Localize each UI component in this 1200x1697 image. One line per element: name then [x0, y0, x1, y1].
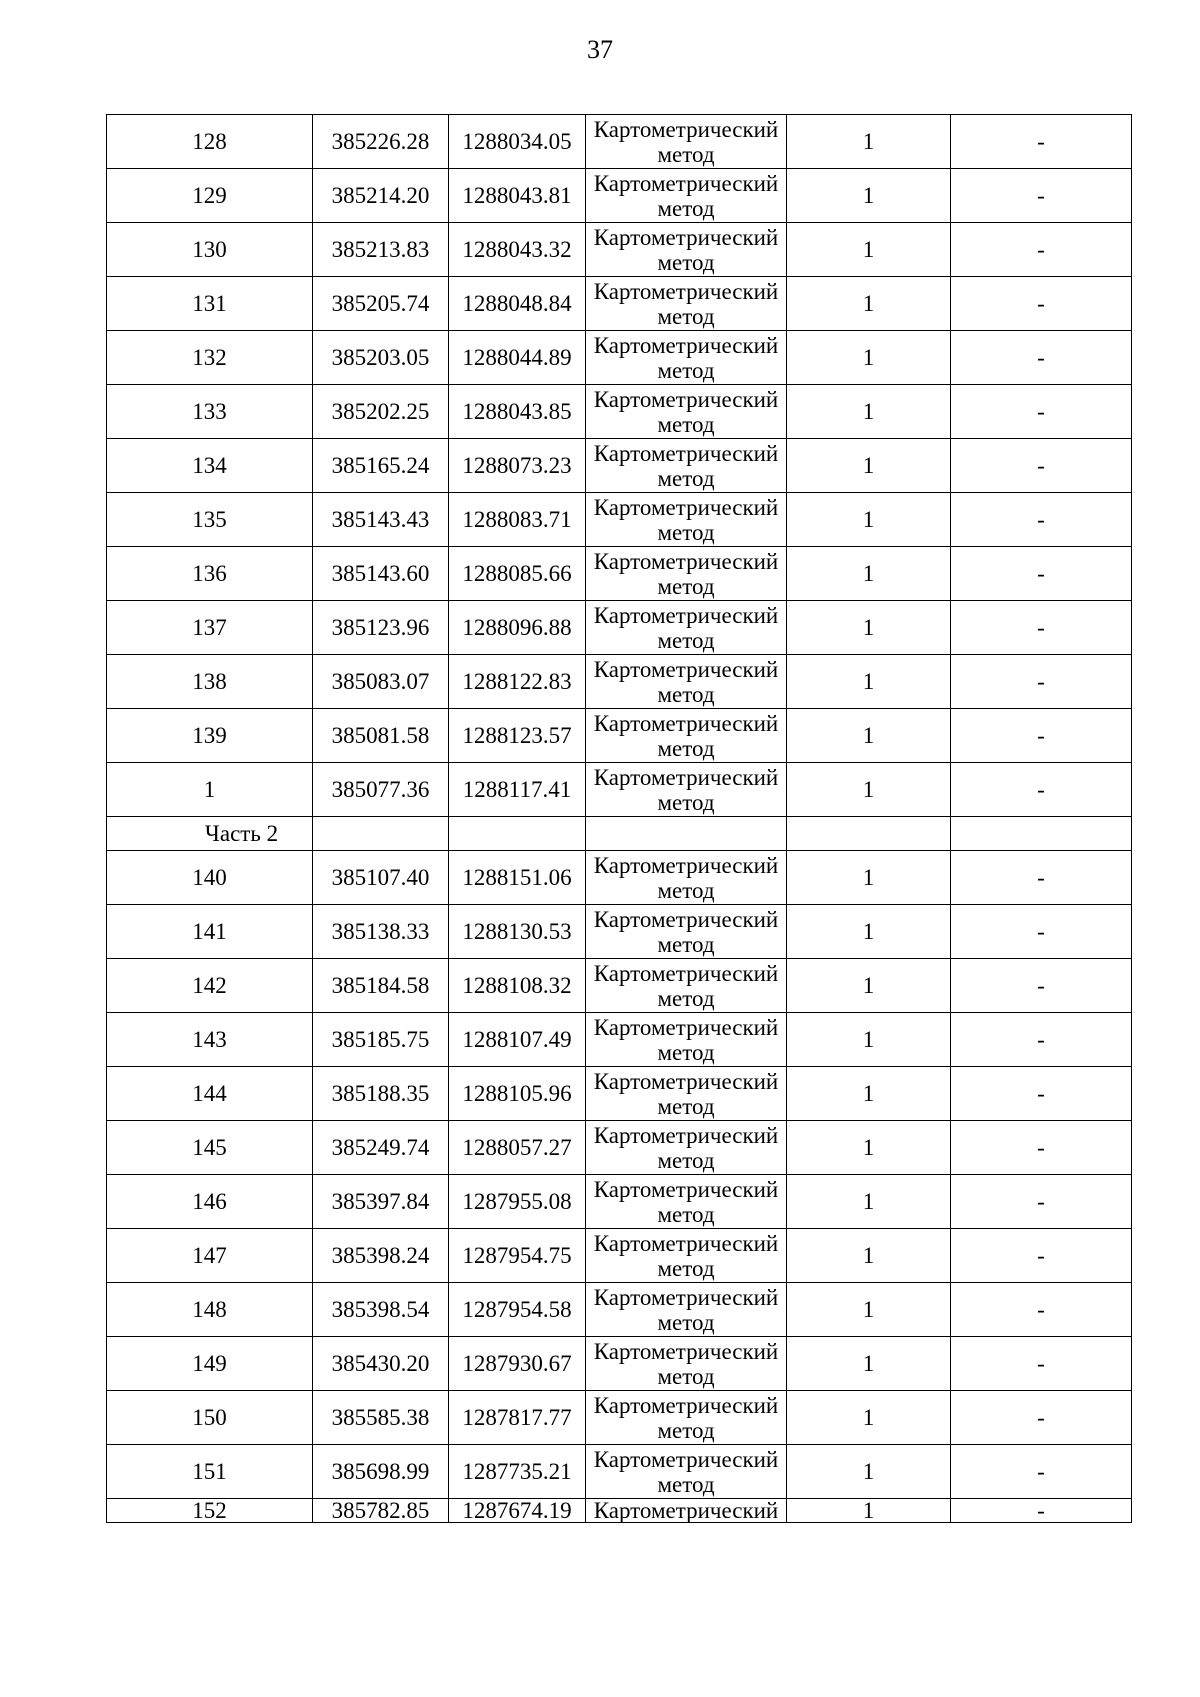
y-coordinate-cell: 1288107.49 — [449, 1013, 586, 1067]
method-cell — [586, 601, 787, 655]
table-row — [107, 115, 1132, 169]
method-line-2: метод — [657, 681, 715, 707]
method-cell — [586, 1445, 787, 1499]
table-row — [107, 709, 1132, 763]
table-row — [107, 763, 1132, 817]
accuracy-cell: 1 — [787, 115, 951, 169]
x-coordinate-cell: 385107.40 — [313, 851, 449, 905]
method-cell — [586, 385, 787, 439]
accuracy-cell: 1 — [787, 1445, 951, 1499]
y-coordinate-cell: 1288057.27 — [449, 1121, 586, 1175]
y-coordinate-cell: 1288123.57 — [449, 709, 586, 763]
method-line-1: Картометрический — [593, 1014, 779, 1040]
method-cell — [586, 763, 787, 817]
point-number-cell: 139 — [107, 709, 313, 763]
point-number-cell: 132 — [107, 331, 313, 385]
method-cell — [586, 169, 787, 223]
method-line-1: Картометрический — [593, 386, 779, 412]
note-cell: - — [951, 493, 1132, 547]
method-cell — [586, 1391, 787, 1445]
note-cell: - — [951, 1391, 1132, 1445]
x-coordinate-cell: 385698.99 — [313, 1445, 449, 1499]
note-cell: - — [951, 655, 1132, 709]
method-line-1: Картометрический — [593, 906, 779, 932]
table-row — [107, 1391, 1132, 1445]
method-cell — [586, 1067, 787, 1121]
method-cell — [586, 655, 787, 709]
table-row — [107, 1229, 1132, 1283]
y-coordinate-cell: 1287817.77 — [449, 1391, 586, 1445]
y-coordinate-cell: 1287735.21 — [449, 1445, 586, 1499]
method-line-1: Картометрический — [593, 1176, 779, 1202]
method-line-1: Картометрический — [593, 1392, 779, 1418]
note-cell: - — [951, 1337, 1132, 1391]
table-row — [107, 905, 1132, 959]
accuracy-cell: 1 — [787, 547, 951, 601]
method-line-2: метод — [657, 1147, 715, 1173]
point-number-cell: 136 — [107, 547, 313, 601]
point-number-cell: 137 — [107, 601, 313, 655]
empty-cell — [787, 817, 951, 851]
point-number-cell: 150 — [107, 1391, 313, 1445]
y-coordinate-cell: 1288085.66 — [449, 547, 586, 601]
table-row — [107, 331, 1132, 385]
accuracy-cell: 1 — [787, 763, 951, 817]
method-line-1: Картометрический — [593, 278, 779, 304]
method-line-2: метод — [657, 411, 715, 437]
method-cell — [586, 851, 787, 905]
x-coordinate-cell: 385138.33 — [313, 905, 449, 959]
y-coordinate-cell: 1287954.75 — [449, 1229, 586, 1283]
table-row — [107, 1013, 1132, 1067]
y-coordinate-cell: 1287930.67 — [449, 1337, 586, 1391]
y-coordinate-cell: 1288117.41 — [449, 763, 586, 817]
method-line-2: метод — [657, 1309, 715, 1335]
point-number-cell: 141 — [107, 905, 313, 959]
table-row — [107, 1175, 1132, 1229]
method-cell — [586, 115, 787, 169]
x-coordinate-cell: 385077.36 — [313, 763, 449, 817]
method-cell — [586, 1013, 787, 1067]
point-number-cell: 131 — [107, 277, 313, 331]
x-coordinate-cell: 385185.75 — [313, 1013, 449, 1067]
x-coordinate-cell: 385083.07 — [313, 655, 449, 709]
point-number-cell: 138 — [107, 655, 313, 709]
table-body — [107, 115, 1132, 1523]
section-label: Часть 2 — [107, 817, 313, 851]
accuracy-cell: 1 — [787, 1283, 951, 1337]
note-cell: - — [951, 1121, 1132, 1175]
x-coordinate-cell: 385203.05 — [313, 331, 449, 385]
y-coordinate-cell: 1287955.08 — [449, 1175, 586, 1229]
x-coordinate-cell: 385214.20 — [313, 169, 449, 223]
point-number-cell: 140 — [107, 851, 313, 905]
method-line-2: метод — [657, 249, 715, 275]
method-cell — [586, 439, 787, 493]
accuracy-cell: 1 — [787, 1499, 951, 1523]
table-row — [107, 1445, 1132, 1499]
table-row — [107, 169, 1132, 223]
x-coordinate-cell: 385585.38 — [313, 1391, 449, 1445]
y-coordinate-cell: 1288073.23 — [449, 439, 586, 493]
accuracy-cell: 1 — [787, 385, 951, 439]
table-row — [107, 1121, 1132, 1175]
y-coordinate-cell: 1288108.32 — [449, 959, 586, 1013]
table-row — [107, 959, 1132, 1013]
x-coordinate-cell: 385143.43 — [313, 493, 449, 547]
point-number-cell: 134 — [107, 439, 313, 493]
point-number-cell: 129 — [107, 169, 313, 223]
point-number-cell: 149 — [107, 1337, 313, 1391]
coordinates-table — [106, 114, 1132, 1523]
point-number-cell: 145 — [107, 1121, 313, 1175]
table-row — [107, 851, 1132, 905]
method-line-1: Картометрический — [593, 116, 779, 142]
method-cell — [586, 959, 787, 1013]
point-number-cell: 143 — [107, 1013, 313, 1067]
method-line-1: Картометрический — [593, 494, 779, 520]
table-row — [107, 655, 1132, 709]
note-cell: - — [951, 385, 1132, 439]
point-number-cell: 146 — [107, 1175, 313, 1229]
method-cell — [586, 1229, 787, 1283]
point-number-cell: 1 — [107, 763, 313, 817]
note-cell: - — [951, 115, 1132, 169]
point-number-cell: 133 — [107, 385, 313, 439]
accuracy-cell: 1 — [787, 439, 951, 493]
table-row — [107, 1499, 1132, 1523]
method-line-2: метод — [657, 627, 715, 653]
method-line-1: Картометрический — [593, 764, 779, 790]
accuracy-cell: 1 — [787, 1229, 951, 1283]
x-coordinate-cell: 385188.35 — [313, 1067, 449, 1121]
method-cell — [586, 493, 787, 547]
note-cell: - — [951, 1229, 1132, 1283]
method-line-2: метод — [657, 789, 715, 815]
accuracy-cell: 1 — [787, 1175, 951, 1229]
method-line-2: метод — [657, 1093, 715, 1119]
accuracy-cell: 1 — [787, 851, 951, 905]
note-cell: - — [951, 763, 1132, 817]
accuracy-cell: 1 — [787, 1067, 951, 1121]
method-line-1: Картометрический — [593, 1068, 779, 1094]
point-number-cell: 152 — [107, 1499, 313, 1523]
accuracy-cell: 1 — [787, 905, 951, 959]
accuracy-cell: 1 — [787, 709, 951, 763]
empty-cell — [586, 817, 787, 851]
method-line-1: Картометрический — [593, 1230, 779, 1256]
method-line-2: метод — [657, 141, 715, 167]
y-coordinate-cell: 1288044.89 — [449, 331, 586, 385]
note-cell: - — [951, 169, 1132, 223]
method-line-1: Картометрический — [593, 170, 779, 196]
accuracy-cell: 1 — [787, 331, 951, 385]
y-coordinate-cell: 1288105.96 — [449, 1067, 586, 1121]
note-cell: - — [951, 709, 1132, 763]
method-line-2: метод — [657, 1255, 715, 1281]
method-cell — [586, 905, 787, 959]
note-cell: - — [951, 1499, 1132, 1523]
method-line-1: Картометрический — [593, 852, 779, 878]
method-line-1: Картометрический — [593, 1338, 779, 1364]
accuracy-cell: 1 — [787, 223, 951, 277]
method-line-2: метод — [657, 1471, 715, 1497]
table-row — [107, 1337, 1132, 1391]
point-number-cell: 151 — [107, 1445, 313, 1499]
x-coordinate-cell: 385123.96 — [313, 601, 449, 655]
note-cell: - — [951, 331, 1132, 385]
method-line-2: метод — [657, 985, 715, 1011]
table-row — [107, 1067, 1132, 1121]
y-coordinate-cell: 1288034.05 — [449, 115, 586, 169]
table-row — [107, 547, 1132, 601]
accuracy-cell: 1 — [787, 1013, 951, 1067]
method-line-1: Картометрический — [593, 710, 779, 736]
table-row — [107, 385, 1132, 439]
empty-cell — [313, 817, 449, 851]
accuracy-cell: 1 — [787, 277, 951, 331]
method-line-2: метод — [657, 1039, 715, 1065]
note-cell: - — [951, 439, 1132, 493]
note-cell: - — [951, 905, 1132, 959]
accuracy-cell: 1 — [787, 493, 951, 547]
y-coordinate-cell: 1287674.19 — [449, 1499, 586, 1523]
method-line-2: метод — [657, 1363, 715, 1389]
method-line-1: Картометрический — [593, 602, 779, 628]
x-coordinate-cell: 385398.54 — [313, 1283, 449, 1337]
note-cell: - — [951, 1283, 1132, 1337]
y-coordinate-cell: 1288043.85 — [449, 385, 586, 439]
method-line-1: Картометрический — [593, 332, 779, 358]
method-line-2: метод — [657, 1201, 715, 1227]
method-line-2: метод — [657, 1417, 715, 1443]
y-coordinate-cell: 1288043.32 — [449, 223, 586, 277]
accuracy-cell: 1 — [787, 1121, 951, 1175]
accuracy-cell: 1 — [787, 959, 951, 1013]
page-number: 37 — [587, 35, 613, 64]
x-coordinate-cell: 385143.60 — [313, 547, 449, 601]
x-coordinate-cell: 385081.58 — [313, 709, 449, 763]
x-coordinate-cell: 385184.58 — [313, 959, 449, 1013]
note-cell: - — [951, 959, 1132, 1013]
method-line-2: метод — [657, 519, 715, 545]
method-line-1: Картометрический — [593, 960, 779, 986]
x-coordinate-cell: 385398.24 — [313, 1229, 449, 1283]
x-coordinate-cell: 385430.20 — [313, 1337, 449, 1391]
x-coordinate-cell: 385205.74 — [313, 277, 449, 331]
accuracy-cell: 1 — [787, 169, 951, 223]
method-line-2: метод — [657, 573, 715, 599]
method-cell — [586, 223, 787, 277]
method-cell — [586, 277, 787, 331]
method-cell — [586, 1121, 787, 1175]
x-coordinate-cell: 385226.28 — [313, 115, 449, 169]
method-line-2: метод — [657, 465, 715, 491]
method-cell — [586, 1499, 787, 1523]
note-cell: - — [951, 1175, 1132, 1229]
y-coordinate-cell: 1288096.88 — [449, 601, 586, 655]
point-number-cell: 142 — [107, 959, 313, 1013]
point-number-cell: 148 — [107, 1283, 313, 1337]
note-cell: - — [951, 601, 1132, 655]
note-cell: - — [951, 1067, 1132, 1121]
method-line-1: Картометрический — [593, 548, 779, 574]
method-line-1: Картометрический — [593, 440, 779, 466]
empty-cell — [449, 817, 586, 851]
note-cell: - — [951, 1445, 1132, 1499]
method-line-2: метод — [657, 931, 715, 957]
point-number-cell: 147 — [107, 1229, 313, 1283]
method-line-2: метод — [657, 357, 715, 383]
y-coordinate-cell: 1288048.84 — [449, 277, 586, 331]
table-row — [107, 439, 1132, 493]
x-coordinate-cell: 385397.84 — [313, 1175, 449, 1229]
table-row — [107, 493, 1132, 547]
note-cell: - — [951, 1013, 1132, 1067]
note-cell: - — [951, 223, 1132, 277]
accuracy-cell: 1 — [787, 1337, 951, 1391]
x-coordinate-cell: 385202.25 — [313, 385, 449, 439]
note-cell: - — [951, 277, 1132, 331]
point-number-cell: 128 — [107, 115, 313, 169]
y-coordinate-cell: 1287954.58 — [449, 1283, 586, 1337]
method-line-1: Картометрический — [593, 1122, 779, 1148]
y-coordinate-cell: 1288043.81 — [449, 169, 586, 223]
method-cell — [586, 709, 787, 763]
x-coordinate-cell: 385165.24 — [313, 439, 449, 493]
empty-cell — [951, 817, 1132, 851]
method-line-2: метод — [657, 735, 715, 761]
method-cell — [586, 331, 787, 385]
accuracy-cell: 1 — [787, 601, 951, 655]
y-coordinate-cell: 1288130.53 — [449, 905, 586, 959]
method-cell — [586, 1283, 787, 1337]
note-cell: - — [951, 547, 1132, 601]
method-cell — [586, 1337, 787, 1391]
table-row — [107, 223, 1132, 277]
method-line-1: Картометрический — [593, 1284, 779, 1310]
method-line-1: Картометрический — [593, 1498, 779, 1523]
method-cell — [586, 547, 787, 601]
method-line-2: метод — [657, 303, 715, 329]
accuracy-cell: 1 — [787, 655, 951, 709]
note-cell: - — [951, 851, 1132, 905]
point-number-cell: 130 — [107, 223, 313, 277]
table-row — [107, 277, 1132, 331]
y-coordinate-cell: 1288083.71 — [449, 493, 586, 547]
method-line-1: Картометрический — [593, 224, 779, 250]
method-line-1: Картометрический — [593, 656, 779, 682]
point-number-cell: 135 — [107, 493, 313, 547]
method-line-1: Картометрический — [593, 1446, 779, 1472]
method-line-2: метод — [657, 195, 715, 221]
x-coordinate-cell: 385249.74 — [313, 1121, 449, 1175]
method-cell — [586, 1175, 787, 1229]
method-line-2: метод — [657, 877, 715, 903]
table-row — [107, 601, 1132, 655]
table-row — [107, 1283, 1132, 1337]
x-coordinate-cell: 385782.85 — [313, 1499, 449, 1523]
section-row — [107, 817, 1132, 851]
accuracy-cell: 1 — [787, 1391, 951, 1445]
y-coordinate-cell: 1288151.06 — [449, 851, 586, 905]
point-number-cell: 144 — [107, 1067, 313, 1121]
y-coordinate-cell: 1288122.83 — [449, 655, 586, 709]
x-coordinate-cell: 385213.83 — [313, 223, 449, 277]
